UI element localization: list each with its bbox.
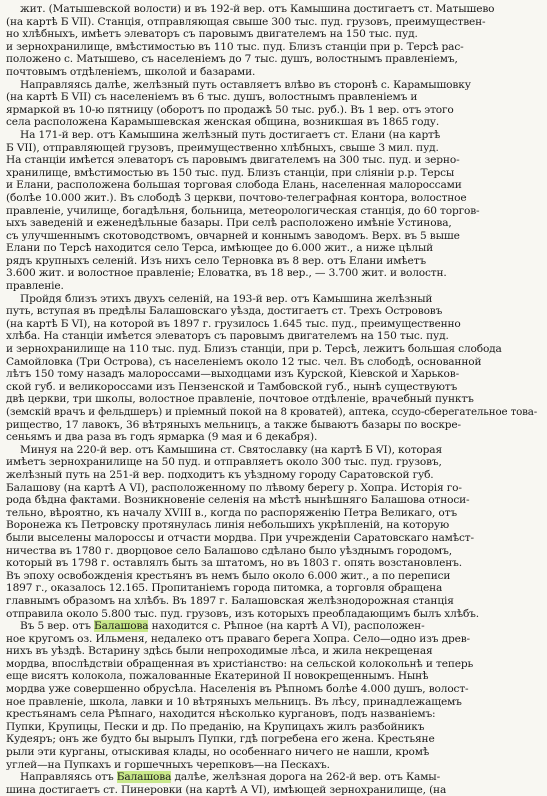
text-line: Въ эпоху освобожденія крестьянъ въ немъ было около 6.000 жит., а по переписи: [6, 569, 451, 582]
text-line: съ улучшеннымъ скотоводствомъ, овчарней и коннымъ заводомъ. Верх. въ 5 выше: [6, 229, 460, 242]
text-line: 1897 г., оказалось 12.165. Пропитаніемъ города питомка, а торговля обращена: [6, 582, 443, 595]
paragraph: [6, 444, 541, 620]
text-segment: Направляясь отъ: [20, 771, 117, 784]
text-line: рядъ крупныхъ селеній. Изъ нихъ село Терновка въ 8 вер. отъ Елани имѣетъ: [6, 254, 426, 267]
text-line: (на картѣ Б VII) съ населеніемъ въ 6 тыс. душъ, волостнымъ правленіемъ и: [6, 91, 418, 104]
text-line: (на картѣ Б VI), на которой въ 1897 г. грузилось 1.645 тыс. пуд., преимущественно: [6, 317, 461, 330]
text-line: главнымъ образомъ на хлѣбъ. Въ 1897 г. Балашовская желѣзнодорожная станція: [6, 594, 454, 607]
highlighted-term: Балашова: [116, 771, 172, 784]
text-line: и зернохранилище, вмѣстимостью въ 110 тыс. пуд. Близъ станціи при р. Терсѣ рас-: [6, 40, 464, 53]
text-line: (болѣе 10.000 жит.). Въ слободѣ 3 церкви, почтово-телеграфная контора, волостное: [6, 191, 467, 204]
text-line: тельно, вѣроятно, къ началу XVIII в., когда по распоряженію Петра Великаго, отъ: [6, 506, 457, 519]
text-line: ное кругомъ оз. Ильменя, недалеко отъ праваго берега Хопра. Село—одно изъ древ-: [6, 632, 470, 645]
paragraph: [6, 3, 541, 79]
paragraph: [6, 79, 541, 129]
paragraph: [6, 771, 541, 796]
text-line: ярмаркой въ 10-ю пятницу (оборотъ по продажѣ 50 тыс. руб.). Въ 1 вер. отъ этого: [6, 103, 454, 116]
text-line: жит. (Матышевской волости) и въ 192-й вер. отъ Камышина достигаетъ ст. Матышево: [20, 3, 495, 15]
text-line: двѣ церкви, три школы, волостное правленіе, почтовое отдѣленіе, врачебный пунктъ: [6, 393, 474, 406]
text-line: мордва, впослѣдствіи обращенная въ христіанство: на сельской колокольнѣ и теперь: [6, 657, 474, 670]
paragraph: [6, 129, 541, 293]
text-line: Балашову (на картѣ А VI), расположенному по лѣвому берегу р. Хопра. Исторія го-: [6, 481, 462, 494]
text-line: ное правленіе, школа, лавки и 10 вѣтряныхъ мельницъ. Въ лѣсу, принадлежащемъ: [6, 695, 462, 708]
text-line: были выселены малороссы и отчасти мордва. При учрежденіи Саратовскаго намѣст-: [6, 531, 474, 544]
text-line: путь, вступая въ предѣлы Балашовскаго уѣзда, достигаетъ ст. Трехъ Острововъ: [6, 305, 443, 318]
text-line: Б VII), отправляющей грузовъ, преимущественно хлѣбныхъ, свыше 3 мил. пуд.: [6, 141, 439, 154]
paragraph: [6, 620, 541, 771]
text-line: рыли эти курганы, отыскивая клады, но особеннаго ничего не нашли, кромѣ: [6, 746, 430, 759]
text-line: Пройдя близъ этихъ двухъ селеній, на 193-й вер. отъ Камышина желѣзный: [20, 292, 433, 305]
text-line: хлѣба. На станціи имѣется элеваторъ съ паровымъ двигателемъ на 150 тыс. пуд.: [6, 330, 449, 343]
text-line: Елани по Терсѣ находится село Терса, имѣющее до 6.000 жит., а ниже цѣлый: [6, 242, 434, 255]
text-segment: далѣе, желѣзная дорога на 262-й вер. отъ Камы-: [171, 771, 441, 784]
text-segment: находится с. Рѣпное (на картѣ А VI), расположен-: [148, 620, 425, 633]
text-line: Самойловка (Три Острова), съ населеніемъ около 12 тыс. чел. Въ слободѣ, основанной: [6, 355, 482, 368]
highlighted-term: Балашова: [94, 620, 149, 633]
text-line: Кудеяръ; онъ же будто бы вырылъ Пупки, гдѣ погребена его жена. Крестьяне: [6, 733, 435, 746]
text-line: сеньямъ и два раза въ годъ ярмарка (9 мая и 6 декабря).: [6, 431, 318, 444]
text-line: ской губ. и великороссами изъ Пензенской и Тамбовской губ., нынѣ существуютъ: [6, 380, 458, 393]
text-line: ничества въ 1780 г. дворцовое село Балашово сдѣлано было уѣзднымъ городомъ,: [6, 544, 452, 557]
document-page: [6, 3, 541, 796]
text-line: мордва уже совершенно обрусѣла. Населенія въ Рѣпномъ болѣе 4.000 душъ, волост-: [6, 683, 469, 696]
text-line: желѣзный путь на 251-й вер. подходитъ къ уѣздному городу Саратовской губ.: [6, 468, 434, 481]
text-line: На станціи имѣется элеваторъ съ паровымъ двигателемъ на 300 тыс. пуд. и зерно-: [6, 154, 460, 167]
text-line: ыхъ заведеній и еженедѣльные базары. При селѣ расположено имѣніе Устинова,: [6, 217, 452, 230]
text-line: имѣетъ зернохранилище на 50 пуд. и отправляетъ около 300 тыс. пуд. грузовъ,: [6, 456, 442, 469]
text-segment: Въ 5 вер. отъ: [20, 620, 94, 633]
text-line: лѣтъ 150 тому назадъ малороссами—выходцами изъ Курской, Кіевской и Харьков-: [6, 368, 460, 381]
text-line: (на картѣ Б VII). Станція, отправляющая свыше 300 тыс. пуд. грузовъ, преимуществен-: [6, 15, 486, 28]
text-line: Минуя на 220-й вер. отъ Камышина ст. Святославку (на картѣ Б VI), которая: [20, 443, 442, 456]
text-line: правленіе.: [6, 280, 64, 293]
text-line: Воронежа къ Петровску протянулась линія небольшихъ укрѣпленій, на которую: [6, 519, 450, 532]
text-line: но хлѣбныхъ, имѣетъ элеваторъ съ паровымъ двигателемъ на 150 тыс. пуд.: [6, 28, 418, 41]
text-line: шина достигаетъ ст. Пинеровки (на картѣ А VI), имѣющей зернохранилище, (на: [6, 783, 447, 796]
text-line: и Елани, расположена большая торговая слобода Елань, населенная малороссами: [6, 179, 462, 192]
text-line: положено с. Матышево, съ населеніемъ до 7 тыс. душъ, волостнымъ правленіемъ,: [6, 53, 458, 66]
text-line: и зернохранилище на 110 тыс. пуд. Близъ станціи, при р. Терсѣ, лежитъ большая слобода: [6, 343, 502, 356]
paragraph: [6, 293, 541, 444]
text-line: 3.600 жит. и волостное правленіе; Еловатка, въ 18 вер., — 3.700 жит. и волостн.: [6, 267, 447, 280]
text-line: рода бѣдна фактами. Возникновеніе селенія на мѣстѣ нынѣшняго Балашова относи-: [6, 494, 470, 507]
text-line: углей—на Пупкахъ и горшечныхъ черепковъ—на Пескахъ.: [6, 758, 330, 771]
text-line: почтовымъ отдѣленіемъ, школой и базарами.: [6, 65, 256, 78]
text-line: крестьянамъ села Рѣпнаго, находится нѣсколько кургановъ, подъ названіемъ:: [6, 708, 436, 721]
text-line: [6, 771, 541, 784]
text-line: Пупки, Крупицы, Пески и др. По преданію, на Крупицахъ жилъ разбойникъ: [6, 720, 425, 733]
text-line: правленіе, училище, богадѣльня, больница, метеорологическая станція, до 60 торгов-: [6, 204, 480, 217]
text-line: еще висятъ колокола, пожалованные Екатериной II новокрещеннымъ. Нынѣ: [6, 670, 429, 683]
text-line: нихъ въ уѣздѣ. Встарину здѣсь были непроходимые лѣса, и жила некрещеная: [6, 645, 433, 658]
text-line: На 171-й вер. отъ Камышина желѣзный путь достигаетъ ст. Елани (на картѣ: [20, 128, 441, 141]
text-line: рищество, 17 лавокъ, 36 вѣтряныхъ мельницъ, а также бываютъ базары по воскре-: [6, 418, 461, 431]
text-line: отправила около 5.800 тыс. пуд. грузовъ, изъ которыхъ преобладающимъ былъ хлѣбъ.: [6, 607, 479, 620]
text-line: [6, 620, 541, 633]
text-line: села расположена Карамышевская женская община, возникшая въ 1865 году.: [6, 116, 440, 129]
text-line: хранилище, вмѣстимостью въ 150 тыс. пуд. Близъ станціи, при сліяніи р.р. Терсы: [6, 166, 455, 179]
text-line: который въ 1798 г. оставлялъ быть за штатомъ, но въ 1803 г. опять возстановленъ.: [6, 557, 462, 570]
text-line: Направляясь далѣе, желѣзный путь оставляетъ влѣво въ сторонѣ с. Карамышовку: [20, 78, 471, 91]
text-line: (земскій врачъ и фельдшеръ) и пріемный покой на 8 кроватей), аптека, ссудо-сберегательное това-: [6, 406, 538, 418]
